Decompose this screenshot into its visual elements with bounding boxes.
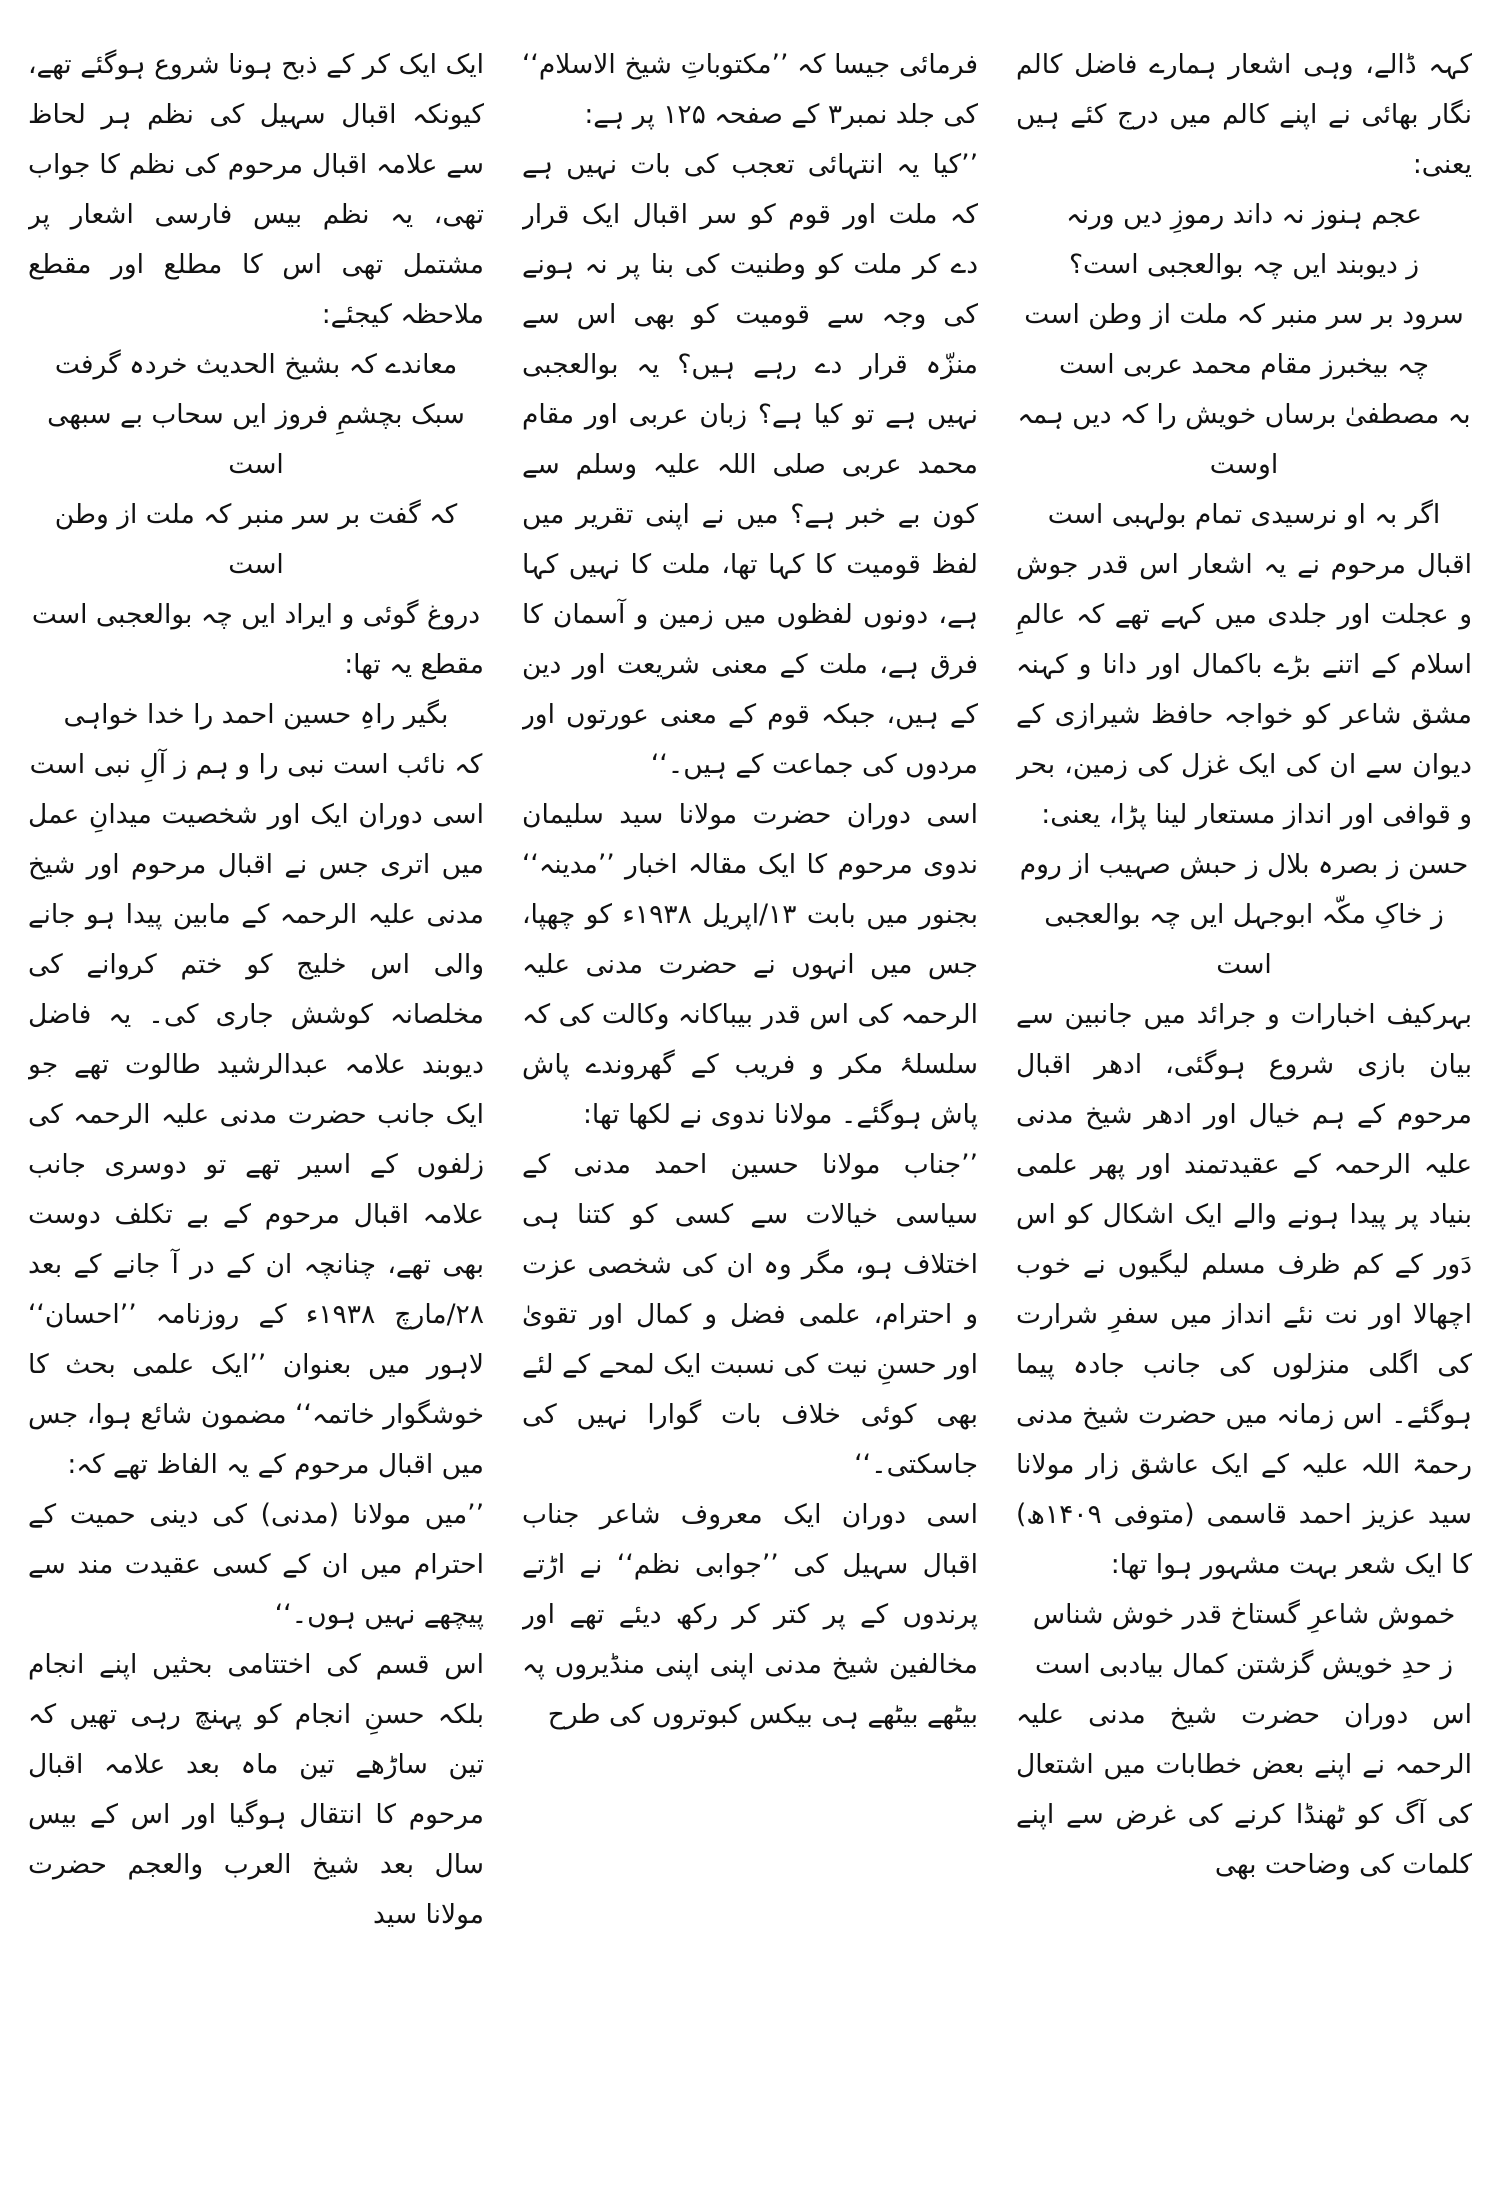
paragraph: اسی دوران ایک معروف شاعر جناب اقبال سہیل کی ’’جوابی نظم‘‘ نے اڑتے پرندوں کے پر کتر کر رکھ دیئے تھے اور مخالفین شیخ مدنی اپنی اپنی منڈیروں پہ بیٹھے بیٹھے ہی بیکس کبوتروں کی طرح <box>522 1499 978 1730</box>
verse-line: خموش شاعرِ گستاخ قدر خوش شناس <box>1032 1599 1456 1630</box>
page <box>28 40 1472 2170</box>
paragraph: ایک ایک کر کے ذبح ہونا شروع ہوگئے تھے، کیونکہ اقبال سہیل کی نظم ہر لحاظ سے علامہ اقبال مرحوم کی نظم کا جواب تھی، یہ نظم بیس فارسی اشعار پر مشتمل تھی اس کا مطلع اور مقطع ملاحظہ کیجئے: <box>28 49 484 330</box>
paragraph: اسی دوران حضرت مولانا سید سلیمان ندوی مرحوم کا ایک مقالہ اخبار ’’مدینہ‘‘ بجنور میں بابت ۱۳/اپریل ۱۹۳۸ء کو چھپا، جس میں انہوں نے حضرت مدنی علیہ الرحمہ کی اس قدر بیباکانہ وکالت کی کہ سلسلۂ مکر و فریب کے گھروندے پاش پاش ہوگئے۔ مولانا ندوی نے لکھا تھا: <box>522 799 978 1130</box>
verse-line: عجم ہنوز نہ داند رموزِ دیں ورنہ <box>1066 199 1422 230</box>
verse-line: سرود بر سر منبر کہ ملت از وطن است <box>1024 299 1464 330</box>
paragraph: اس دوران حضرت شیخ مدنی علیہ الرحمہ نے اپنے بعض خطابات میں اشتعال کی آگ کو ٹھنڈا کرنے کی غرض سے اپنے کلمات کی وضاحت بھی <box>1016 1699 1472 1880</box>
block-quote: ’’جناب مولانا حسین احمد مدنی کے سیاسی خیالات سے کسی کو کتنا ہی اختلاف ہو، مگر وہ ان کی شخصی عزت و احترام، علمی فضل و کمال اور تقویٰ اور حسنِ نیت کی نسبت ایک لمحے کے لئے بھی کوئی خلاف بات گوارا نہیں کی جاسکتی۔‘‘ <box>522 1149 978 1480</box>
verse-line: اگر بہ او نرسیدی تمام بولہبی است <box>1047 499 1441 530</box>
paragraph: فرمائی جیسا کہ ’’مکتوباتِ شیخ الاسلام‘‘ کی جلد نمبر۳ کے صفحہ ۱۲۵ پر ہے: <box>522 49 978 130</box>
verse-line: کہ نائب است نبی را و ہم ز آلِ نبی است <box>29 749 483 780</box>
column-2 <box>522 40 978 2170</box>
verse-line: حسن ز بصرہ بلال ز حبش صہیب از روم <box>1019 849 1469 880</box>
block-quote: ’’میں مولانا (مدنی) کی دینی حمیت کے احترام میں ان کے کسی عقیدت مند سے پیچھے نہیں ہوں۔‘‘ <box>28 1499 484 1630</box>
block-quote: ’’کیا یہ انتہائی تعجب کی بات نہیں ہے کہ ملت اور قوم کو سر اقبال ایک قرار دے کر ملت کو وطنیت کی بنا پر نہ ہونے کی وجہ سے قومیت کو بھی اس سے منزّہ قرار دے رہے ہیں؟ یہ بوالعجبی نہیں ہے تو کیا ہے؟ زبان عربی اور مقام محمد عربی صلی اللہ علیہ وسلم سے کون بے خبر ہے؟ میں نے اپنی تقریر میں لفظ قومیت کا کہا تھا، ملت کا نہیں کہا ہے، دونوں لفظوں میں زمین و آسمان کا فرق ہے، ملت کے معنی شریعت اور دین کے ہیں، جبکہ قوم کے معنی عورتوں اور مردوں کی جماعت کے ہیں۔‘‘ <box>522 149 978 780</box>
verse-line: ز حدِ خویش گزشتن کمال بیادبی است <box>1034 1649 1454 1680</box>
verse-line: کہ گفت بر سر منبر کہ ملت از وطن است <box>54 499 458 580</box>
paragraph: اسی دوران ایک اور شخصیت میدانِ عمل میں اتری جس نے اقبال مرحوم اور شیخ مدنی علیہ الرحمہ کے مابین پیدا ہو جانے والی اس خلیج کو ختم کروانے کی مخلصانہ کوشش جاری کی۔ یہ فاضل دیوبند علامہ عبدالرشید طالوت تھے جو ایک جانب حضرت مدنی علیہ الرحمہ کی زلفوں کے اسیر تھے تو دوسری جانب علامہ اقبال مرحوم کے بے تکلف دوست بھی تھے، چنانچہ ان کے در آ جانے کے بعد ۲۸/مارچ ۱۹۳۸ء کے روزنامہ ’’احسان‘‘ لاہور میں بعنوان ’’ایک علمی بحث کا خوشگوار خاتمہ‘‘ مضمون شائع ہوا، جس میں اقبال مرحوم کے یہ الفاظ تھے کہ: <box>28 799 484 1480</box>
column-3 <box>28 40 484 2170</box>
verse-line: بہ مصطفیٰ برساں خویش را کہ دیں ہمہ اوست <box>1017 399 1471 480</box>
paragraph: مقطع یہ تھا: <box>344 649 484 680</box>
verse-line: بگیر راہِ حسین احمد را خدا خواہی <box>63 699 449 730</box>
verse-line: چہ بیخبرز مقام محمد عربی است <box>1058 349 1430 380</box>
paragraph: اس قسم کی اختتامی بحثیں اپنے انجام بلکہ حسنِ انجام کو پہنچ رہی تھیں کہ تین ساڑھے تین ماہ بعد علامہ اقبال مرحوم کا انتقال ہوگیا اور اس کے بیس سال بعد شیخ العرب والعجم حضرت مولانا سید <box>28 1649 484 1930</box>
verse-line: سبک بچشمِ فروز ایں سحاب بے سبھی است <box>47 399 465 480</box>
paragraph: کہہ ڈالے، وہی اشعار ہمارے فاضل کالم نگار بھائی نے اپنے کالم میں درج کئے ہیں یعنی: <box>1016 49 1472 180</box>
paragraph: اقبال مرحوم نے یہ اشعار اس قدر جوش و عجلت اور جلدی میں کہے تھے کہ عالمِ اسلام کے اتنے بڑے باکمال اور دانا و کہنہ مشق شاعر کو خواجہ حافظ شیرازی کے دیوان سے ان کی ایک غزل کی زمین، بحر و قوافی اور انداز مستعار لینا پڑا، یعنی: <box>1016 549 1472 830</box>
column-1 <box>1016 40 1472 2170</box>
paragraph: بہرکیف اخبارات و جرائد میں جانبین سے بیان بازی شروع ہوگئی، ادھر اقبال مرحوم کے ہم خیال اور ادھر شیخ مدنی علیہ الرحمہ کے عقیدتمند اور پھر علمی بنیاد پر پیدا ہونے والے ایک اشکال کو اس دَور کے کم ظرف مسلم لیگیوں نے خوب اچھالا اور نت نئے انداز میں سفرِ شرارت کی اگلی منزلوں کی جانب جادہ پیما ہوگئے۔ اس زمانہ میں حضرت شیخ مدنی رحمۃ اللہ علیہ کے ایک عاشق زار مولانا سید عزیز احمد قاسمی (متوفی ۱۴۰۹ھ) کا ایک شعر بہت مشہور ہوا تھا: <box>1016 999 1472 1580</box>
verse-line: معاندے کہ بشیخ الحدیث خردہ گرفت <box>54 349 458 380</box>
verse-line: ز دیوبند ایں چہ بوالعجبی است؟ <box>1068 249 1419 280</box>
verse-line: دروغ گوئی و ایراد ایں چہ بوالعجبی است <box>31 599 481 630</box>
verse-line: ز خاکِ مکّہ ابوجہل ایں چہ بوالعجبی است <box>1044 899 1444 980</box>
